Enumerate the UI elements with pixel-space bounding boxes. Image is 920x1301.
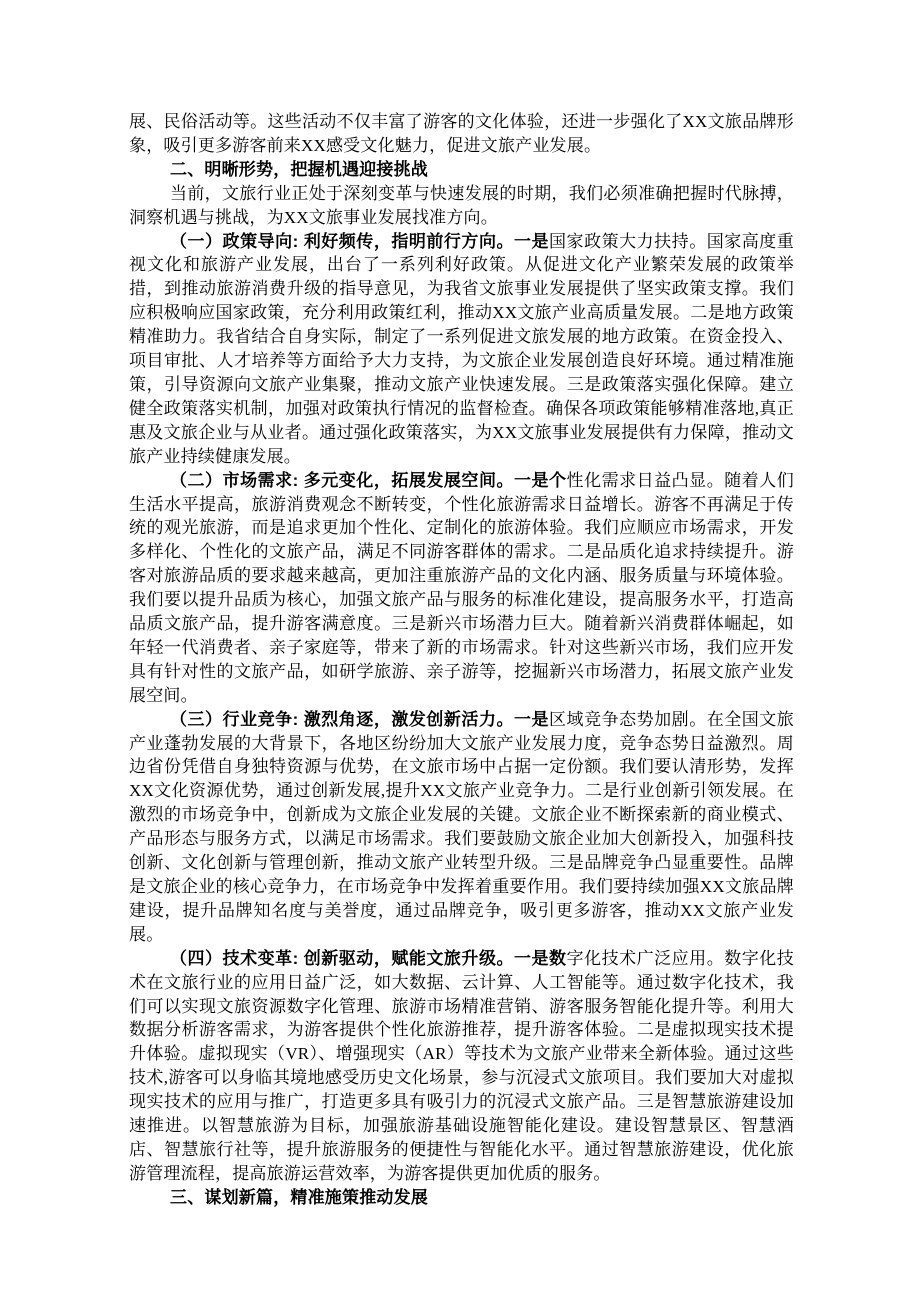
paragraph <box>129 469 794 708</box>
section-heading <box>129 1186 794 1210</box>
bold-run: （二）市场需求: 多元变化，拓展发展空间。一是个 <box>170 470 567 490</box>
paragraph <box>129 110 794 158</box>
section-heading <box>129 158 794 182</box>
text-run: 当前，文旅行业正处于深刻变革与快速发展的时期，我们必须准确把握时代脉搏，洞察机遇与挑战，为XX文旅事业发展找准方向。 <box>129 183 794 227</box>
paragraph <box>129 230 794 469</box>
paragraph <box>129 947 794 1186</box>
bold-run: 三、谋划新篇，精准施策推动发展 <box>170 1187 428 1207</box>
bold-run: （四）技术变革: 创新驱动，赋能文旅升级。一是数 <box>170 948 567 968</box>
text-run: 国家政策大力扶持。国家高度重视文化和旅游产业发展，出台了一系列利好政策。从促进文化产业繁荣发展的政策举措，到推动旅游消费升级的指导意见，为我省文旅事业发展提供了坚实政策支撑。我们应积极响应国家政策，充分利用政策红利，推动XX文旅产业高质量发展。二是地方政策精准助力。我省结合自身实际，制定了一系列促进文旅发展的地方政策。在资金投入、项目审批、人才培养等方面给予大力支持，为文旅企业发展创造良好环境。通过精准施策，引导资源向文旅产业集聚，推动文旅产业快速发展。三是政策落实强化保障。建立健全政策落实机制，加强对政策执行情况的监督检查。确保各项政策能够精准落地,真正惠及文旅企业与从业者。通过强化政策落实，为XX文旅事业发展提供有力保障，推动文旅产业持续健康发展。 <box>129 231 794 466</box>
document-body <box>129 110 794 1210</box>
bold-run: （一）政策导向: 利好频传，指明前行方向。一是 <box>170 231 550 251</box>
bold-run: （三）行业竞争: 激烈角逐，激发创新活力。一是 <box>170 709 550 729</box>
text-run: 展、民俗活动等。这些活动不仅丰富了游客的文化体验，还进一步强化了XX文旅品牌形象，吸引更多游客前来XX感受文化魅力，促进文旅产业发展。 <box>129 112 794 155</box>
paragraph <box>129 182 794 230</box>
text-run: 性化需求日益凸显。随着人们生活水平提高，旅游消费观念不断转变，个性化旅游需求日益增长。游客不再满足于传统的观光旅游，而是追求更加个性化、定制化的旅游体验。我们应顺应市场需求，开发多样化、个性化的文旅产品，满足不同游客群体的需求。二是品质化追求持续提升。游客对旅游品质的要求越来越高，更加注重旅游产品的文化内涵、服务质量与环境体验。我们要以提升品质为核心，加强文旅产品与服务的标准化建设，提高服务水平，打造高品质文旅产品，提升游客满意度。三是新兴市场潜力巨大。随着新兴消费群体崛起，如年轻一代消费者、亲子家庭等，带来了新的市场需求。针对这些新兴市场，我们应开发具有针对性的文旅产品，如研学旅游、亲子游等，挖掘新兴市场潜力，拓展文旅产业发展空间。 <box>129 470 794 705</box>
text-run: 区域竞争态势加剧。在全国文旅产业蓬勃发展的大背景下，各地区纷纷加大文旅产业发展力度，竞争态势日益激烈。周边省份凭借自身独特资源与优势，在文旅市场中占据一定份额。我们要认清形势，发挥XX文化资源优势，通过创新发展,提升XX文旅产业竞争力。二是行业创新引领发展。在激烈的市场竞争中，创新成为文旅企业发展的关键。文旅企业不断探索新的商业模式、产品形态与服务方式，以满足市场需求。我们要鼓励文旅企业加大创新投入，加强科技创新、文化创新与管理创新，推动文旅产业转型升级。三是品牌竞争凸显重要性。品牌是文旅企业的核心竞争力，在市场竞争中发挥着重要作用。我们要持续加强XX文旅品牌建设，提升品牌知名度与美誉度，通过品牌竞争，吸引更多游客，推动XX文旅产业发展。 <box>129 709 794 944</box>
text-run: 字化技术广泛应用。数字化技术在文旅行业的应用日益广泛，如大数据、云计算、人工智能等。通过数字化技术，我们可以实现文旅资源数字化管理、旅游市场精准营销、游客服务智能化提升等。利用大数据分析游客需求，为游客提供个性化旅游推荐，提升游客体验。二是虚拟现实技术提升体验。虚拟现实（VR）、增强现实（AR）等技术为文旅产业带来全新体验。通过这些技术,游客可以身临其境地感受历史文化场景，参与沉浸式文旅项目。我们要加大对虚拟现实技术的应用与推广，打造更多具有吸引力的沉浸式文旅产品。三是智慧旅游建设加速推进。以智慧旅游为目标，加强旅游基础设施智能化建设。建设智慧景区、智慧酒店、智慧旅行社等，提升旅游服务的便捷性与智能化水平。通过智慧旅游建设，优化旅游管理流程，提高旅游运营效率，为游客提供更加优质的服务。 <box>129 948 794 1183</box>
bold-run: 二、明晰形势，把握机遇迎接挑战 <box>170 159 428 179</box>
paragraph <box>129 708 794 947</box>
